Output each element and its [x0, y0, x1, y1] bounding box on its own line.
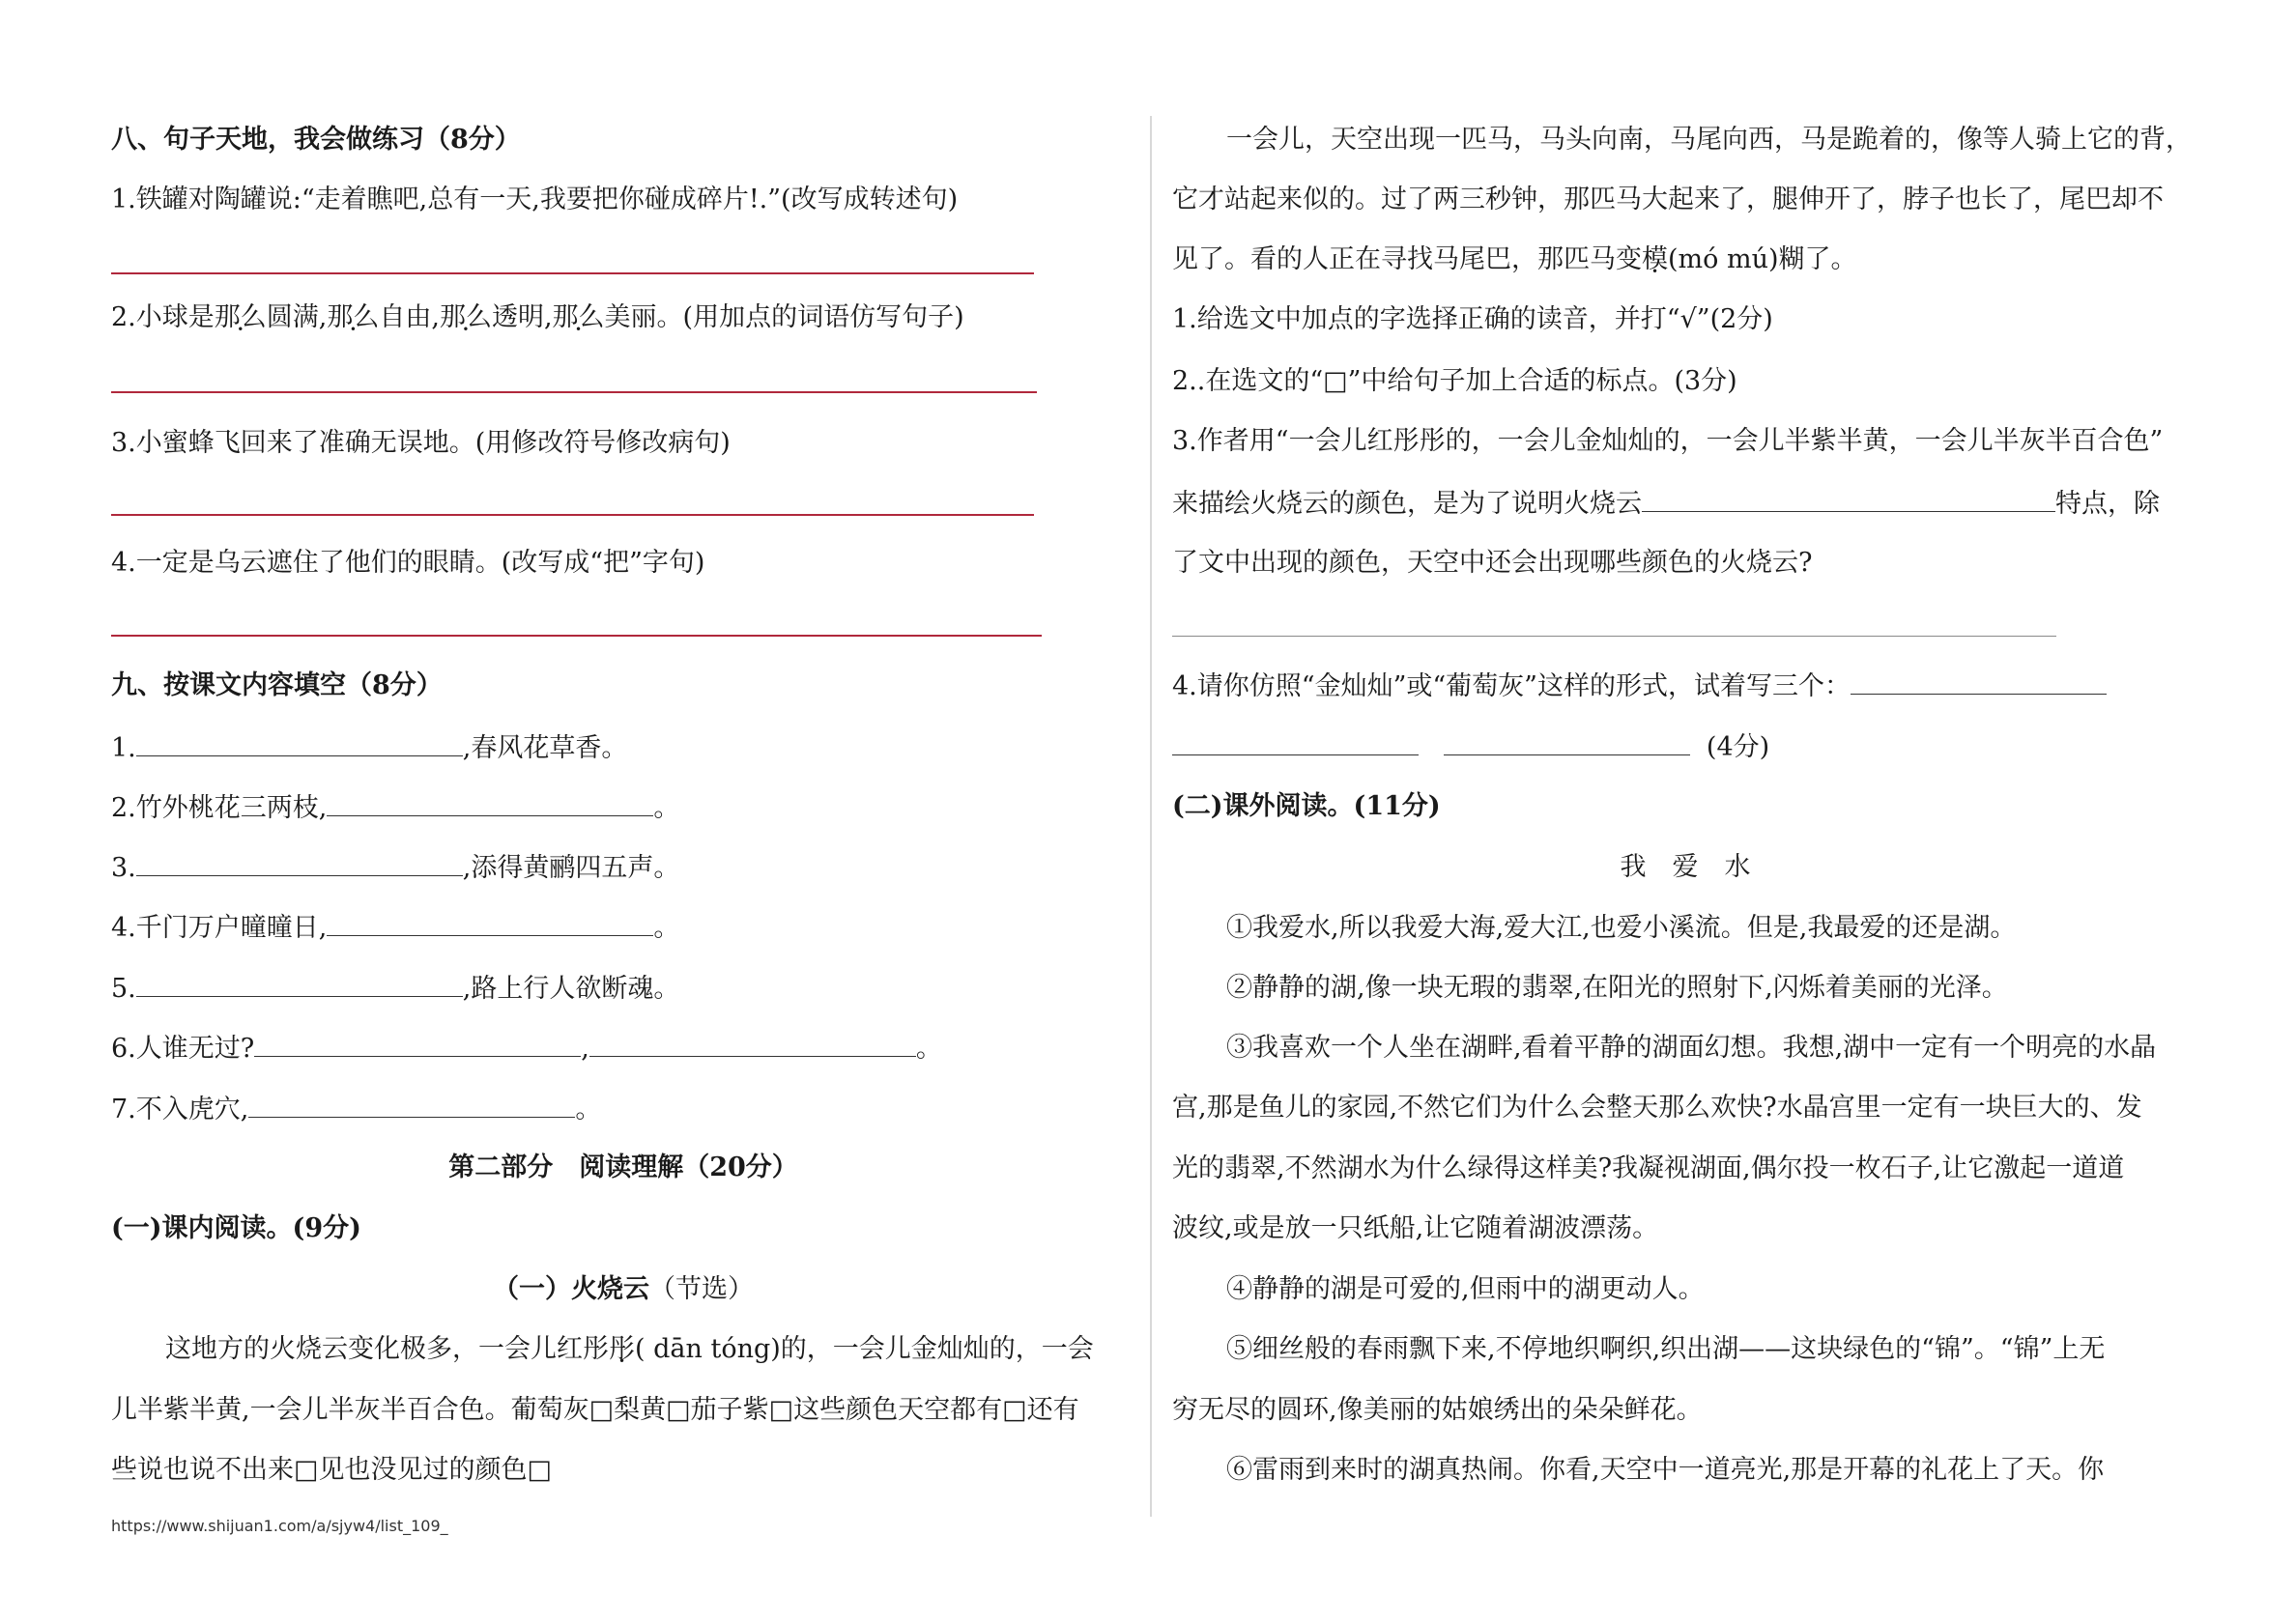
answer-line-8-2[interactable]: [111, 391, 1037, 393]
passage-title: （一）火烧云（节选）: [493, 1274, 754, 1304]
fill-5: 5. ,路上行人欲断魂。: [111, 971, 679, 1006]
column-divider: [1150, 116, 1152, 1517]
answer-blank[interactable]: [1172, 729, 1419, 755]
essay-paragraph: ③我喜欢一个人坐在湖畔,看着平静的湖面幻想。我想,湖中一定有一个明亮的水晶: [1226, 1033, 2157, 1063]
fill-blank[interactable]: [136, 971, 463, 997]
reading-2-title: (二)课外阅读。(11分): [1172, 791, 1441, 821]
essay-line: 光的翡翠,不然湖水为什么绿得这样美?我凝视湖面,偶尔投一枚石子,让它激起一道道: [1172, 1153, 2125, 1183]
essay-paragraph: ①我爱水,所以我爱大海,爱大江,也爱小溪流。但是,我最爱的还是湖。: [1226, 913, 2017, 943]
fill-blank[interactable]: [589, 1031, 916, 1057]
essay-line: 宫,那是鱼儿的家园,不然它们为什么会整天那么欢快?水晶宫里一定有一块巨大的、发: [1172, 1093, 2142, 1123]
passage-line: 一会儿，天空出现一匹马，马头向南，马尾向西，马是跪着的，像等人骑上它的背，: [1226, 125, 2192, 155]
essay-line: 波纹,或是放一只纸船,让它随着湖波漂荡。: [1172, 1213, 1659, 1243]
fill-7: 7.不入虎穴, 。: [111, 1092, 601, 1126]
answer-line-8-1[interactable]: [111, 272, 1034, 274]
fill-4: 4.千门万户曈曈日, 。: [111, 910, 679, 945]
essay-title: 我 爱 水: [1620, 852, 1751, 882]
answer-line[interactable]: [1172, 636, 2056, 637]
question-8-2: 2.小球是那么圆满,那么自由,那么透明,那么美丽。(用加点的词语仿写句子): [111, 302, 964, 332]
fill-2: 2.竹外桃花三两枝, 。: [111, 790, 679, 825]
question-8-3: 3.小蜜蜂飞回来了准确无误地。(用修改符号修改病句): [111, 428, 731, 458]
reading-question-2: 2..在选文的“□”中给句子加上合适的标点。(3分): [1172, 366, 1737, 396]
question-8-4: 4.一定是乌云遮住了他们的眼睛。(改写成“把”字句): [111, 548, 705, 578]
passage-line: 它才站起来似的。过了两三秒钟，那匹马大起来了，腿伸开了，脖子也长了，尾巴却不: [1172, 185, 2164, 214]
reading-question-3: 3.作者用“一会儿红彤彤的，一会儿金灿灿的，一会儿半紫半黄，一会儿半灰半百合色”: [1172, 426, 2164, 456]
dotted-char: 彤: [609, 1334, 635, 1364]
fill-3: 3. ,添得黄鹂四五声。: [111, 850, 679, 885]
essay-line: 穷无尽的圆环,像美丽的姑娘绣出的朵朵鲜花。: [1172, 1395, 1703, 1425]
reading-question-3-line-2: 来描绘火烧云的颜色，是为了说明火烧云 特点，除: [1172, 486, 2160, 521]
answer-blank[interactable]: [1642, 486, 2055, 512]
answer-line-8-4[interactable]: [111, 635, 1042, 637]
reading-question-4: 4.请你仿照“金灿灿”或“葡萄灰”这样的形式，试着写三个：: [1172, 669, 2107, 703]
answer-blank[interactable]: [1851, 669, 2107, 695]
dotted-word: 那么: [214, 302, 267, 332]
reading-question-1: 1.给选文中加点的字选择正确的读音，并打“√”(2分): [1172, 304, 1773, 334]
dotted-char: 模: [1642, 244, 1668, 274]
dotted-word: 那么: [327, 302, 380, 332]
essay-paragraph: ④静静的湖是可爱的,但雨中的湖更动人。: [1226, 1274, 1705, 1304]
question-8-1: 1.铁罐对陶罐说:“走着瞧吧,总有一天,我要把你碰成碎片!.”(改写成转述句): [111, 185, 959, 214]
section-9-title: 九、按课文内容填空（8分）: [111, 670, 443, 700]
dotted-word: 那么: [552, 302, 605, 332]
essay-paragraph: ⑥雷雨到来时的湖真热闹。你看,天空中一道亮光,那是开幕的礼花上了天。你: [1226, 1455, 2105, 1485]
passage-line: 见了。看的人正在寻找马尾巴，那匹马变模(mó mú)糊了。: [1172, 244, 1857, 274]
reading-question-4-line-2: (4分): [1172, 729, 1769, 764]
section-8-title: 八、句子天地，我会做练习（8分）: [111, 125, 521, 155]
part-2-heading: 第二部分 阅读理解（20分）: [448, 1152, 798, 1182]
answer-line-8-3[interactable]: [111, 514, 1034, 516]
dotted-word: 那么: [439, 302, 492, 332]
passage-line: 些说也说不出来□见也没见过的颜色□: [111, 1455, 553, 1485]
essay-paragraph: ⑤细丝般的春雨飘下来,不停地织啊织,织出湖——这块绿色的“锦”。“锦”上无: [1226, 1334, 2106, 1364]
fill-blank[interactable]: [327, 910, 653, 936]
fill-1: 1. ,春风花草香。: [111, 730, 627, 765]
fill-blank[interactable]: [254, 1031, 581, 1057]
passage-line: 这地方的火烧云变化极多，一会儿红彤彤( dān tóng)的，一会儿金灿灿的，一会: [165, 1334, 1094, 1364]
fill-6: 6.人谁无过? , 。: [111, 1031, 942, 1066]
answer-blank[interactable]: [1444, 729, 1690, 755]
fill-blank[interactable]: [248, 1092, 575, 1118]
fill-blank[interactable]: [136, 850, 463, 876]
essay-paragraph: ②静静的湖,像一块无瑕的翡翠,在阳光的照射下,闪烁着美丽的光泽。: [1226, 973, 2008, 1003]
fill-blank[interactable]: [327, 790, 653, 816]
fill-blank[interactable]: [136, 730, 463, 756]
reading-question-3-line-3: 了文中出现的颜色，天空中还会出现哪些颜色的火烧云?: [1172, 548, 1813, 578]
passage-line: 儿半紫半黄,一会儿半灰半百合色。葡萄灰□梨黄□茄子紫□这些颜色天空都有□还有: [111, 1395, 1079, 1425]
reading-1-title: (一)课内阅读。(9分): [111, 1213, 361, 1243]
source-url: https://www.shijuan1.com/a/sjyw4/list_109_: [111, 1517, 448, 1535]
